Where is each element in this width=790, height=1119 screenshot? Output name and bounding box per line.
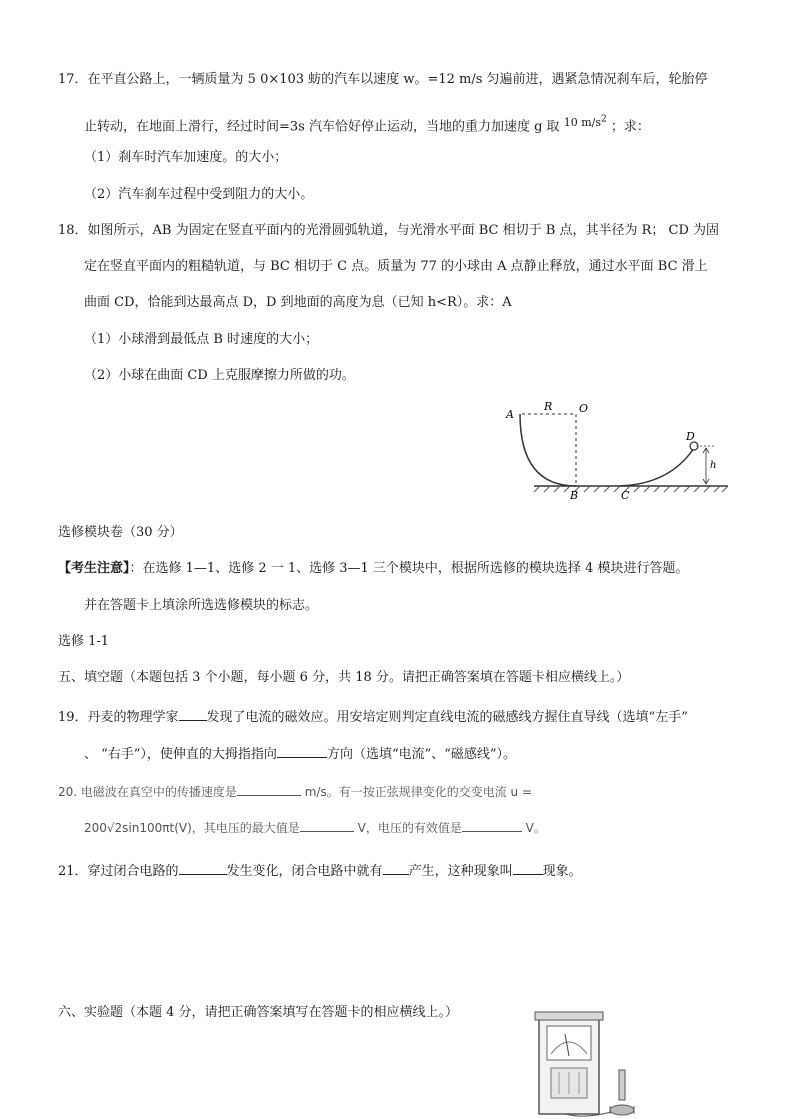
q19-text-1: 19．丹麦的物理学家 [58, 710, 179, 725]
q18-track-figure [500, 398, 740, 502]
q21-blank-phenomenon[interactable] [513, 860, 543, 875]
galvanometer-illustration [525, 1010, 645, 1119]
section6-heading: 六、实验题（本题 4 分，请把正确答案填写在答题卡的相应横线上。） [58, 1005, 459, 1020]
section5-heading: 五、填空题（本题包括 3 个小题，每小题 6 分，共 18 分。请把正确答案填在答题卡相应横线上。） [58, 670, 630, 685]
q19-line2 [84, 743, 516, 764]
q17-line2 [84, 115, 650, 137]
q19-blank-direction[interactable] [277, 743, 327, 758]
label-c: C [621, 489, 630, 502]
q17-line1: 17．在平直公路上，一辆质量为 5 0×103 蚄的汽车以速度 w。=12 m/s 匀遍前进，遇紧急情况刹车后，轮胎停 [58, 72, 708, 87]
q19-text-3: 、 “右手”），使伸直的大拇指指向 [84, 747, 277, 762]
q21-text-3: 产生，这种现象叫 [408, 864, 513, 879]
q21-text-2: 发生变化，闭合电路中就有 [226, 864, 383, 879]
q20-line1 [58, 781, 532, 801]
q17-sub2: （2）汽车刹车过程中受到阻力的大小。 [84, 187, 314, 202]
q19-text-2: 发现了电流的磁效应。用安培定则判定直线电流的磁感线方握住直导线（选填“左手” [206, 710, 688, 725]
label-b: B [570, 489, 579, 502]
q19-blank-scientist[interactable] [179, 706, 207, 721]
notice-text: ：在选修 1—1、选修 2 一 1、选修 3—1 三个模块中，根据所选修的模块选择 4 模块进行答题。 [129, 561, 689, 576]
q20-line2 [84, 817, 546, 837]
q20-text-1: 20. 电磁波在真空中的传播速度是 [58, 785, 237, 799]
q21-blank-current[interactable] [383, 860, 409, 875]
q17-gravity-formula: 10 m/s2 [563, 114, 607, 129]
elective-notice-line2: 并在答题卡上填涂所选选修模块的标志。 [84, 598, 319, 613]
q18-sub2: （2）小球在曲面 CD 上克服摩擦力所做的功。 [84, 368, 355, 383]
elective-notice [58, 560, 688, 578]
q18-line3: 曲面 CD，恰能到达最高点 D，D 到地面的高度为息（已知 h<R）。求：A [84, 295, 512, 310]
notice-bracket: 【考生注意】 [58, 561, 130, 576]
label-d: D [686, 430, 695, 443]
q20-text-2: m/s。有一按正弦规律变化的交变电流 u = [304, 785, 533, 799]
q21-text-1: 21．穿过闭合电路的 [58, 864, 179, 879]
elective-module: 选修 1-1 [58, 634, 110, 649]
q18-line1: 18．如图所示，AB 为固定在竖直平面内的光滑圆弧轨道，与光滑水平面 BC 相切于 B 点，其半径为 R； CD 为固 [58, 223, 719, 238]
q20-text-5: V。 [525, 821, 546, 835]
q20-blank-rms[interactable] [462, 817, 522, 832]
q19-text-4: 方向（选填“电流”、“磁感线”）。 [326, 747, 517, 762]
elective-title: 选修模块卷（30 分） [58, 525, 183, 540]
q21-text-4: 现象。 [542, 864, 582, 879]
label-o: O [579, 402, 589, 415]
q21-blank-flux[interactable] [179, 860, 227, 875]
label-r: R [544, 400, 553, 413]
q17-sub1: （1）刹车时汽车加速度。的大小； [84, 150, 288, 165]
q17-line2-tail: ；求： [610, 119, 650, 135]
q20-text-4: V，电压的有效值是 [357, 821, 462, 835]
q20-blank-speed[interactable] [237, 781, 301, 796]
q20-blank-max[interactable] [300, 817, 354, 832]
q20-text-3: 200√2sin100πt(V)，其电压的最大值是 [84, 821, 300, 835]
q18-sub1: （1）小球滑到最低点 B 时速度的大小； [84, 332, 319, 347]
label-a: A [506, 408, 514, 421]
q19-line1 [58, 706, 688, 727]
q18-line2: 定在竖直平面内的粗糙轨道，与 BC 相切于 C 点。质量为 77 的小球由 A 点静止释放，通过水平面 BC 滑上 [84, 259, 708, 274]
q21-line [58, 860, 582, 881]
label-h: h [710, 460, 717, 471]
q17-line2-text: 止转动，在地面上滑行，经过时间=3s 汽车恰好停止运动，当地的重力加速度 g 取 [84, 119, 560, 135]
